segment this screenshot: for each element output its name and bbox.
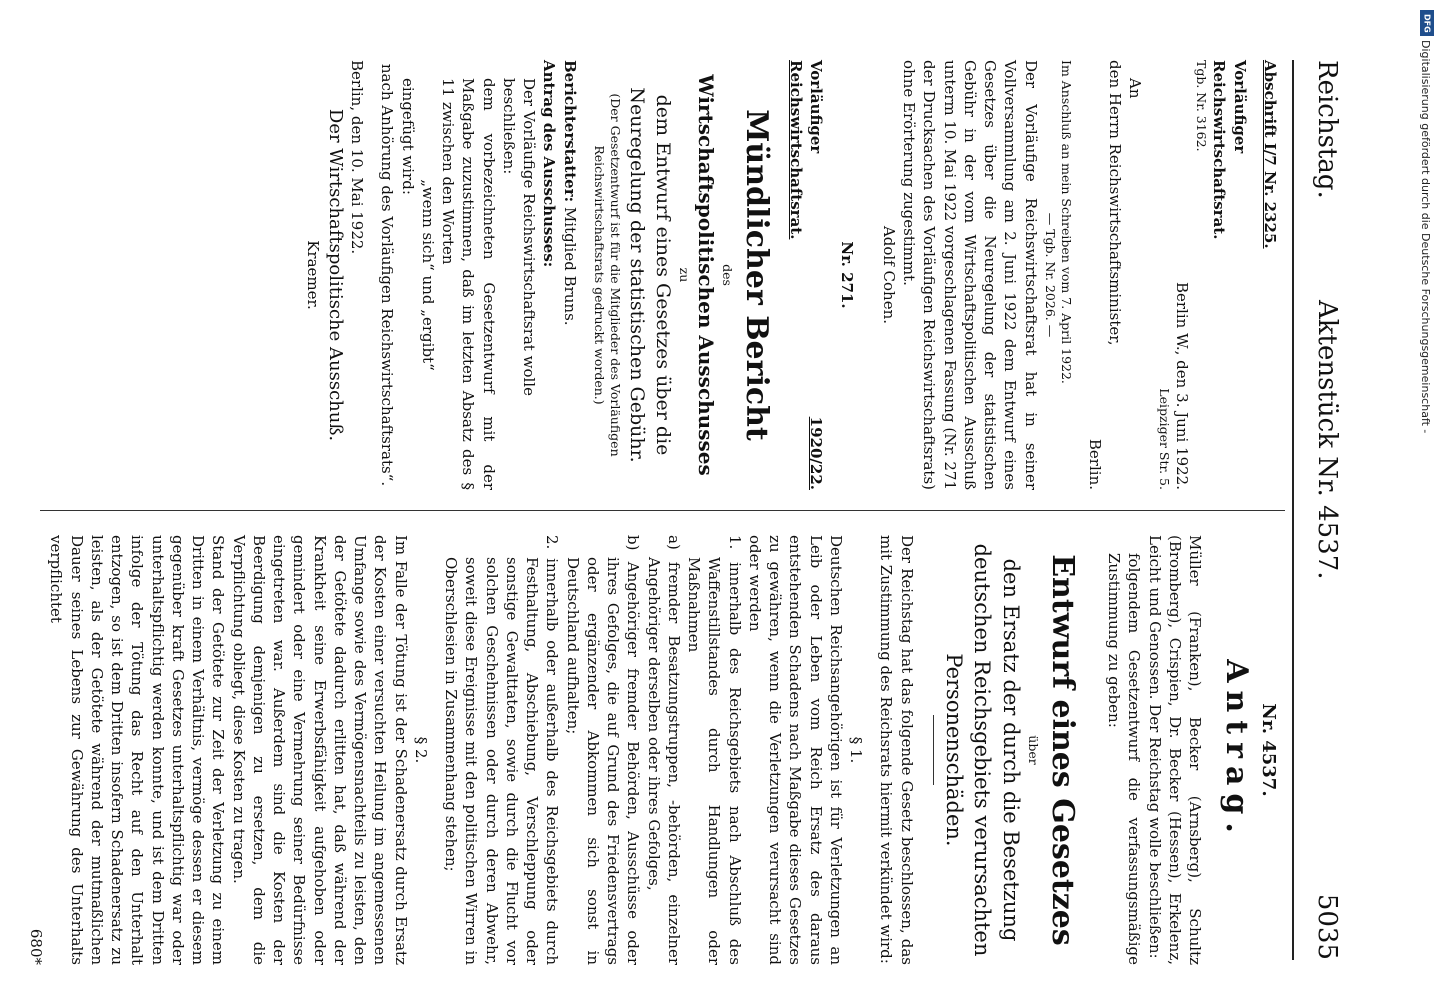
committee-name: Wirtschaftspolitischen Ausschusses <box>693 74 718 476</box>
zu-word: zu <box>676 267 692 283</box>
header-left: Reichstag. <box>1312 60 1342 199</box>
section-2-text-2: Stand der Getötete zur Zeit der Verletzung zu einem Dritten in einem Verhältnis, vermöge dessen er diesem gegenüber kraft Gesetzes unterhaltspflichtig war oder unterhaltspflichtig werden konnte, und ist dem Dritten infolge der Tötung das Recht auf den Unterhalt entzogen, so ist dem Dritten insofern Schadenersatz zu leisten, als der Getötete während der mutmaßlichen Dauer seines Lebens zur Gewährung des Unterhalts verpflichtet <box>47 535 228 965</box>
committee-closing: Der Wirtschaftspolitische Ausschuß. <box>324 108 346 442</box>
letter-body: Der Vorläufige Reichswirtschaftsrat hat in seiner Vollversammlung am 2. Juni 1922 dem Entwurf eines Gesetzes über die Neuregelung der statistischen Gebühr in der vom Wirtschaftspolitischen Ausschuß unterm 10. Mai 1922 vorgeschlagenen Fassung (Nr. 271 der Drucksachen des Vorläufigen Reichswirtschaftsrats) ohne Erörterung zugestimmt. <box>900 60 1040 491</box>
section-1-item-1: 1. innerhalb des Reichsgebiets nach Abschluß des Waffenstillstandes durch Handlungen oder Maßnahmen <box>685 535 744 965</box>
bill-title: Entwurf eines Gesetzes <box>1044 554 1080 946</box>
enactment-clause: Der Reichstag hat das folgende Gesetz beschlossen, das mit Zustimmung des Reichsrats hiermit verkündet wird: <box>877 535 916 965</box>
dfg-logo-icon: DFG <box>1420 10 1434 36</box>
chair-name: Kraemer. <box>303 240 322 310</box>
signature: Adolf Cohen. <box>880 225 898 325</box>
an-label: An <box>1126 78 1145 99</box>
right-column <box>26 535 1280 965</box>
reference-note: Im Anschluß an mein Schreiben vom 7. April 1922. <box>1059 60 1075 384</box>
reporter-label: Berichterstatter: <box>560 60 579 203</box>
section-1-item-1b: b) Angehöriger fremder Behörden, Ausschüsse oder ihres Gefolges, die auf Grund des Friedensvertrags oder ergänzender Abkommen sich sonst in Deutschland aufhalten; <box>563 535 643 965</box>
dfg-attribution <box>1420 10 1434 870</box>
org-line-1: Vorläufiger <box>1230 60 1249 154</box>
abschrift-ref: Abschrift I/7 Nr. 2325. <box>1261 60 1279 249</box>
antrag-body: dem vorbezeichneten Gesetzentwurf mit der Maßgabe zuzustimmen, daß im letzten Absatz des § 11 zwischen den Worten <box>439 78 498 490</box>
report-subject: dem Entwurf eines Gesetzes über die Neuregelung der statistischen Gebühr. <box>626 87 674 463</box>
dfg-credit-text: Digitalisierung gefördert durch die Deutsche Forschungsgemeinschaft - <box>1419 40 1432 434</box>
reporter-name: Mitglied Bruns. <box>560 206 579 326</box>
addressee: den Herrn Reichswirtschaftsminister, <box>1106 60 1124 346</box>
antrag-title: Antrag. <box>1218 659 1254 841</box>
ueber-word: über <box>1026 735 1042 765</box>
print-note: (Der Gesetzentwurf ist für die Mitglieder des Vorläufigen Reichswirtschaftsrats gedruckt worden.) <box>591 93 624 457</box>
bill-subtitle: den Ersatz der durch die Besetzung deutschen Reichsgebiets verursachten Personenschäden. <box>941 543 1023 957</box>
reporter-line <box>559 60 579 490</box>
header-rule <box>1292 60 1294 960</box>
section-1-heading: § 1. <box>847 736 866 764</box>
session-year: 1920/22. <box>807 416 826 490</box>
reference-tgb: — Tgb. Nr. 2026. — <box>1042 212 1058 338</box>
antrag-quote: „wenn sich“ und „ergibt“ <box>418 179 437 371</box>
org-b: Reichswirtschaftsrat. <box>787 60 806 240</box>
section-1-text: Deutschen Reichsangehörigen ist für Verletzungen an Leib oder Leben vom Reich Ersatz des daraus entstehenden Schadens nach Maßgabe dieses Gesetzes zu gewähren, wenn die Verletzungen verursacht sind oder werden <box>745 535 845 965</box>
addressee-city: Berlin. <box>1085 438 1104 490</box>
movers: Müller (Franken), Becker (Arnsberg), Schultz (Bromberg), Crispien, Dr. Becker (Hessen), Erkelenz, Leicht und Genossen. Der Reichstag wolle beschließen: <box>1145 535 1205 965</box>
section-2-heading: § 2. <box>411 736 430 764</box>
section-1-item-1a: a) fremder Besatzungstruppen, -behörden, einzelner Angehöriger derselben oder ihres Gefolges, <box>644 535 683 965</box>
tgb-ref: Tgb. Nr. 3162. <box>1194 60 1210 152</box>
header-center: Aktenstück Nr. 4537. <box>1312 300 1342 580</box>
antrag-label: Antrag des Ausschusses: <box>540 60 559 268</box>
org-a: Vorläufiger <box>807 60 826 154</box>
org-year-row <box>786 60 827 490</box>
page-header <box>1306 60 1342 960</box>
report-title: Mündlicher Bericht <box>739 109 774 441</box>
left-column <box>302 60 1280 490</box>
resolution: folgendem Gesetzentwurf die verfassungsmäßige Zustimmung zu geben: <box>1105 553 1144 965</box>
document-number: Nr. 271. <box>837 241 856 309</box>
page-footer-mark: 680* <box>27 928 46 965</box>
aktenstueck-number: Nr. 4537. <box>1258 703 1279 797</box>
org-line-2: Reichswirtschaftsrat. <box>1210 60 1229 240</box>
antrag-intro: Der Vorläufige Reichswirtschaftsrat wolle beschließen: <box>499 78 539 396</box>
dateline: Berlin W., den 3. Juni 1922. <box>1173 281 1192 490</box>
street: Leipziger Str. 5. <box>1157 388 1173 490</box>
page-number: 5035 <box>1312 893 1342 960</box>
section-2-text: Im Falle der Tötung ist der Schadenersatz durch Ersatz der Kosten einer versuchten Heilung im angemessenen Umfange sowie des Vermögensnachteils zu leisten, den der Getötete dadurch erlitten hat, daß während der Krankheit seine Erwerbsfähigkeit aufgehoben oder gemindert oder eine Vermehrung seiner Bedürfnisse eingetreten war. Außerdem sind die Kosten der Beerdigung demjenigen zu ersetzen, dem die Verpflichtung obliegt, diese Kosten zu tragen. <box>229 535 410 965</box>
section-1-item-2: 2. innerhalb oder außerhalb des Reichsgebiets durch Festhaltung, Abschiebung, Verschleppung oder sonstige Gewalttaten, sowie durch die Flucht vor solchen Geschehnissen oder durch deren Abwehr, soweit diese Ereignisse mit den politischen Wirren in Oberschlesien in Zusammenhang stehen; <box>442 535 562 965</box>
antrag-eingefuegt: eingefügt wird: <box>398 78 417 195</box>
antrag-insert: nach Anhörung des Vorläufigen Reichswirtschaftsrats“. <box>378 63 397 487</box>
des-word: des <box>720 264 736 286</box>
report-date: Berlin, den 10. Mai 1922. <box>348 60 367 255</box>
column-divider <box>40 510 1285 511</box>
